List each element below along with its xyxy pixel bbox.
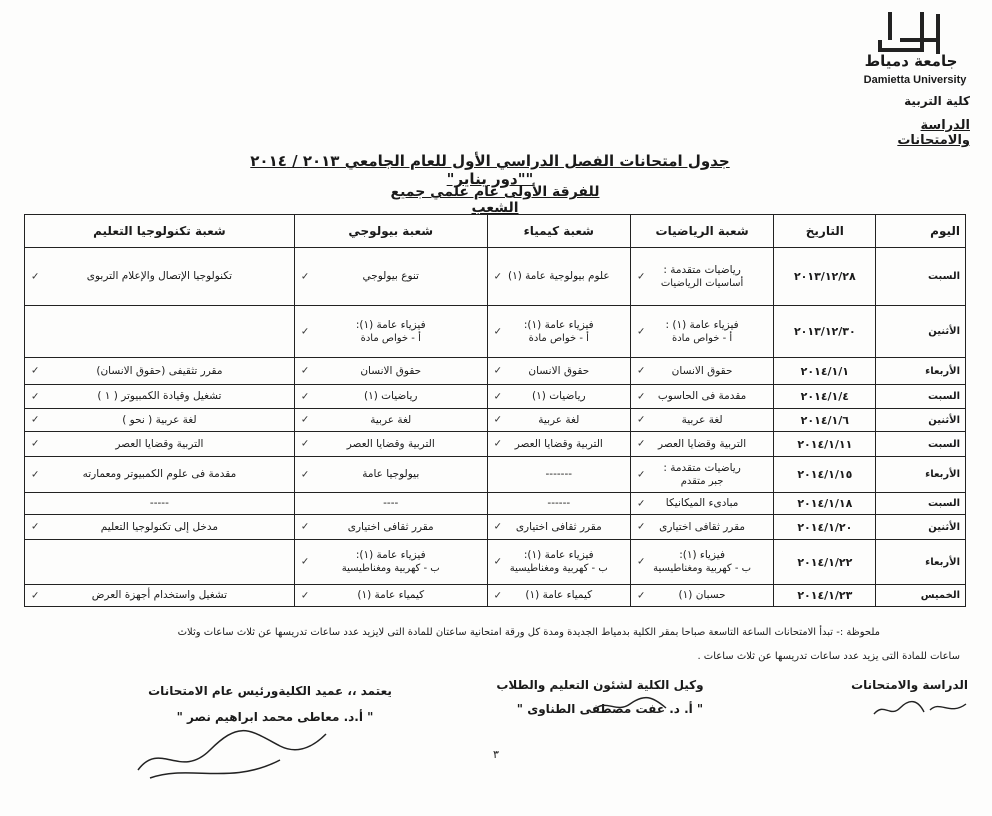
table-row	[25, 585, 966, 607]
cell-line: مقرر ثقافى اختيارى	[347, 520, 434, 533]
university-name-arabic: جامعة دمياط	[864, 52, 958, 70]
cell-bio	[294, 409, 487, 432]
cell-line: تكنولوجيا الإتصال والإعلام التربوى	[86, 270, 233, 282]
table-row	[25, 493, 966, 515]
cell-tech	[25, 432, 295, 457]
cell-chem	[487, 385, 630, 409]
row-date: ٢٠١٤/١/١	[774, 358, 876, 385]
check-mark-icon: ✓	[636, 326, 646, 337]
check-mark-icon: ✓	[493, 365, 503, 377]
cell-line: فيزياء عامة (١) :	[665, 318, 739, 331]
header-math: شعبة الرياضيات	[630, 215, 773, 248]
row-day: الأربعاء	[876, 457, 966, 493]
handwritten-signature-vice-dean	[590, 694, 670, 718]
cell-line: ب - كهربية ومغناطيسية	[509, 563, 608, 574]
cell-chem	[487, 306, 630, 358]
cell-math	[630, 432, 773, 457]
cell-line: فيزياء عامة (١):	[355, 318, 426, 331]
cell-line: مقرر تثقيفى (حقوق الانسان)	[96, 364, 223, 377]
department-name: الدراسة والامتحانات	[897, 118, 970, 148]
check-mark-icon: ✓	[636, 271, 646, 282]
cell-line: لغة عربية	[538, 413, 580, 426]
signature-vice-dean-title: وكيل الكلية لشئون التعليم والطلاب	[496, 678, 704, 692]
header-tech: شعبة تكنولوجيا التعليم	[25, 215, 295, 248]
cell-tech	[25, 493, 295, 515]
cell-line: تشغيل واستخدام أجهزة العرض	[91, 589, 228, 601]
cell-math	[630, 409, 773, 432]
cell-bio	[294, 457, 487, 493]
row-date: ٢٠١٣/١٢/٢٨	[774, 248, 876, 306]
cell-line: فيزياء عامة (١):	[355, 549, 426, 561]
cell-bio	[294, 515, 487, 540]
cell-line: لغة عربية ( نحو )	[122, 413, 197, 426]
cell-math	[630, 306, 773, 358]
signature-dean-title: يعتمد ،، عميد الكليةورئيس عام الامتحانات	[148, 684, 392, 698]
check-mark-icon: ✓	[31, 590, 40, 601]
check-mark-icon: ✓	[636, 590, 646, 601]
cell-math	[630, 248, 773, 306]
row-day: الأثنين	[876, 515, 966, 540]
row-date: ٢٠١٤/١/٤	[774, 385, 876, 409]
cell-line: مدخل إلى تكنولوجيا التعليم	[100, 520, 219, 533]
check-mark-icon: ✓	[31, 414, 40, 426]
cell-line: أ - خواص مادة	[360, 332, 421, 344]
page-number: ٣	[493, 748, 499, 761]
cell-line: فيزياء عامة (١):	[523, 549, 594, 561]
cell-bio	[294, 540, 487, 585]
header-chem: شعبة كيمياء	[487, 215, 630, 248]
cell-tech	[25, 248, 295, 306]
cell-bio	[294, 585, 487, 607]
header-bio: شعبة بيولوجي	[294, 215, 487, 248]
cell-line: ب - كهربية ومغناطيسية	[653, 563, 752, 574]
cell-line: لغة عربية	[370, 413, 412, 426]
check-mark-icon: ✓	[636, 365, 646, 377]
header-day: اليوم	[876, 215, 966, 248]
cell-line: رياضيات متقدمة :	[663, 263, 741, 276]
check-mark-icon: ✓	[493, 414, 503, 426]
cell-line: لغة عربية	[681, 413, 723, 426]
cell-bio	[294, 248, 487, 306]
row-day: الخميس	[876, 585, 966, 607]
check-mark-icon: ✓	[31, 391, 40, 402]
note-line-2: ساعات للمادة التى يزيد عدد ساعات تدريسها عن ثلاث ساعات .	[697, 651, 960, 662]
table-row	[25, 306, 966, 358]
cell-tech	[25, 457, 295, 493]
cell-bio	[294, 493, 487, 515]
row-date: ٢٠١٤/١/٢٠	[774, 515, 876, 540]
check-mark-icon: ✓	[300, 414, 310, 426]
signature-exams-office-title: الدراسة والامتحانات	[851, 678, 968, 692]
cell-math	[630, 515, 773, 540]
cell-bio	[294, 432, 487, 457]
cell-line: -------	[545, 468, 573, 480]
row-date: ٢٠١٣/١٢/٣٠	[774, 306, 876, 358]
check-mark-icon: ✓	[300, 590, 310, 601]
cell-math	[630, 540, 773, 585]
cell-line: أساسيات الرياضيات	[660, 277, 744, 289]
check-mark-icon: ✓	[31, 521, 40, 533]
cell-line: تشغيل وقيادة الكمبيوتر ( ١ )	[97, 390, 222, 402]
table-row	[25, 515, 966, 540]
exam-schedule-table	[24, 214, 966, 607]
cell-line: مبادىء الميكانيكا	[665, 497, 739, 509]
cell-math	[630, 358, 773, 385]
cell-line: حسبان (١)	[678, 589, 726, 601]
check-mark-icon: ✓	[31, 438, 40, 450]
cell-line: فيزياء (١):	[679, 549, 725, 561]
check-mark-icon: ✓	[300, 326, 310, 337]
cell-line: رياضيات (١)	[363, 390, 418, 402]
cell-chem	[487, 493, 630, 515]
table-row	[25, 409, 966, 432]
row-day: السبت	[876, 493, 966, 515]
cell-chem	[487, 515, 630, 540]
cell-chem	[487, 248, 630, 306]
cell-tech	[25, 306, 295, 358]
check-mark-icon: ✓	[31, 271, 40, 282]
cell-line: رياضيات (١)	[532, 390, 586, 402]
university-name-english: Damietta University	[863, 74, 967, 86]
cell-chem	[487, 540, 630, 585]
handwritten-signature-dean	[130, 720, 330, 790]
cell-line: أ - خواص مادة	[671, 332, 733, 344]
cell-chem	[487, 457, 630, 493]
cell-line: التربية وقضايا العصر	[514, 437, 603, 450]
check-mark-icon: ✓	[493, 326, 503, 337]
check-mark-icon: ✓	[636, 414, 646, 426]
document-subtitle: للفرقة الأولى عام علمي جميع الشعب	[390, 184, 600, 216]
handwritten-signature-exams	[870, 696, 970, 722]
table-row	[25, 358, 966, 385]
check-mark-icon: ✓	[636, 438, 646, 450]
cell-line: -----	[149, 497, 169, 509]
check-mark-icon: ✓	[300, 438, 310, 450]
row-day: السبت	[876, 385, 966, 409]
table-row	[25, 457, 966, 493]
cell-line: التربية وقضايا العصر	[658, 437, 747, 450]
cell-bio	[294, 385, 487, 409]
cell-line: علوم بيولوجية عامة (١)	[507, 270, 610, 282]
cell-line: مقرر ثقافى اختيارى	[515, 520, 602, 533]
cell-line: مقرر ثقافى اختيارى	[659, 520, 746, 533]
table-row	[25, 432, 966, 457]
cell-math	[630, 585, 773, 607]
check-mark-icon: ✓	[636, 391, 646, 402]
cell-line: أ - خواص مادة	[528, 332, 589, 344]
row-day: الأثنين	[876, 306, 966, 358]
cell-tech	[25, 540, 295, 585]
cell-line: كيمياء عامة (١)	[525, 589, 593, 601]
cell-math	[630, 385, 773, 409]
check-mark-icon: ✓	[636, 469, 646, 480]
cell-tech	[25, 409, 295, 432]
row-date: ٢٠١٤/١/٦	[774, 409, 876, 432]
cell-chem	[487, 409, 630, 432]
cell-chem	[487, 358, 630, 385]
cell-line: حقوق الانسان	[528, 364, 590, 377]
check-mark-icon: ✓	[636, 521, 646, 533]
cell-bio	[294, 306, 487, 358]
cell-line: التربية وقضايا العصر	[115, 437, 204, 450]
document-title: جدول امتحانات الفصل الدراسي الأول للعام الجامعي ٢٠١٣ / ٢٠١٤ ""دور يناير"	[250, 152, 730, 188]
check-mark-icon: ✓	[493, 438, 503, 450]
cell-line: رياضيات متقدمة :	[663, 461, 741, 474]
cell-line: ب - كهربية ومغناطيسية	[341, 563, 440, 574]
cell-line: فيزياء عامة (١):	[523, 318, 594, 331]
cell-math	[630, 493, 773, 515]
cell-tech	[25, 515, 295, 540]
check-mark-icon: ✓	[636, 556, 646, 568]
check-mark-icon: ✓	[493, 391, 503, 402]
table-row	[25, 385, 966, 409]
check-mark-icon: ✓	[300, 521, 310, 533]
cell-line: بيولوجيا عامة	[362, 468, 420, 480]
row-date: ٢٠١٤/١/٢٢	[774, 540, 876, 585]
check-mark-icon: ✓	[31, 365, 40, 377]
row-day: السبت	[876, 248, 966, 306]
cell-math	[630, 457, 773, 493]
signature-vice-dean-name: " أ. د. عفت مصطفى الطناوى "	[516, 702, 704, 716]
check-mark-icon: ✓	[300, 365, 310, 377]
signature-dean-name: " أ.د. معاطى محمد ابراهيم نصر "	[176, 710, 374, 724]
table-row	[25, 540, 966, 585]
cell-tech	[25, 358, 295, 385]
faculty-name: كلية التربية	[904, 94, 970, 108]
check-mark-icon: ✓	[300, 391, 310, 402]
cell-line: تنوع بيولوجي	[362, 270, 419, 282]
cell-line: مقدمة فى علوم الكمبيوتر ومعمارته	[82, 468, 237, 480]
cell-line: حقوق الانسان	[360, 364, 422, 377]
row-date: ٢٠١٤/١/٢٣	[774, 585, 876, 607]
cell-line: حقوق الانسان	[671, 364, 733, 377]
row-date: ٢٠١٤/١/١٨	[774, 493, 876, 515]
cell-tech	[25, 585, 295, 607]
check-mark-icon: ✓	[300, 271, 310, 282]
check-mark-icon: ✓	[493, 521, 503, 533]
cell-bio	[294, 358, 487, 385]
row-date: ٢٠١٤/١/١٥	[774, 457, 876, 493]
row-day: الأربعاء	[876, 540, 966, 585]
note-line-1: ملحوظة :- تبدأ الامتحانات الساعة التاسعة صباحا بمقر الكلية بدمياط الجديدة ومدة كل ورقة امتحانية ساعتان للمادة التى لايزيد عدد ساعات تدريسها عن ثلاث ساعات وثلاث	[177, 627, 880, 638]
cell-chem	[487, 432, 630, 457]
cell-line: ----	[383, 497, 399, 509]
cell-line: التربية وقضايا العصر	[346, 437, 435, 450]
row-date: ٢٠١٤/١/١١	[774, 432, 876, 457]
table-row	[25, 248, 966, 306]
check-mark-icon: ✓	[300, 469, 310, 480]
check-mark-icon: ✓	[300, 556, 310, 568]
cell-line: جبر متقدم	[680, 475, 724, 487]
table-header-row	[25, 215, 966, 248]
check-mark-icon: ✓	[493, 271, 503, 282]
header-date: التاريخ	[774, 215, 876, 248]
row-day: الأربعاء	[876, 358, 966, 385]
cell-chem	[487, 585, 630, 607]
cell-line: كيمياء عامة (١)	[357, 589, 425, 601]
check-mark-icon: ✓	[636, 498, 646, 509]
row-day: الأثنين	[876, 409, 966, 432]
check-mark-icon: ✓	[493, 556, 503, 568]
check-mark-icon: ✓	[31, 469, 40, 480]
cell-line: مقدمة فى الحاسوب	[657, 390, 747, 402]
cell-line: ------	[547, 497, 571, 509]
cell-tech	[25, 385, 295, 409]
check-mark-icon: ✓	[493, 590, 503, 601]
row-day: السبت	[876, 432, 966, 457]
